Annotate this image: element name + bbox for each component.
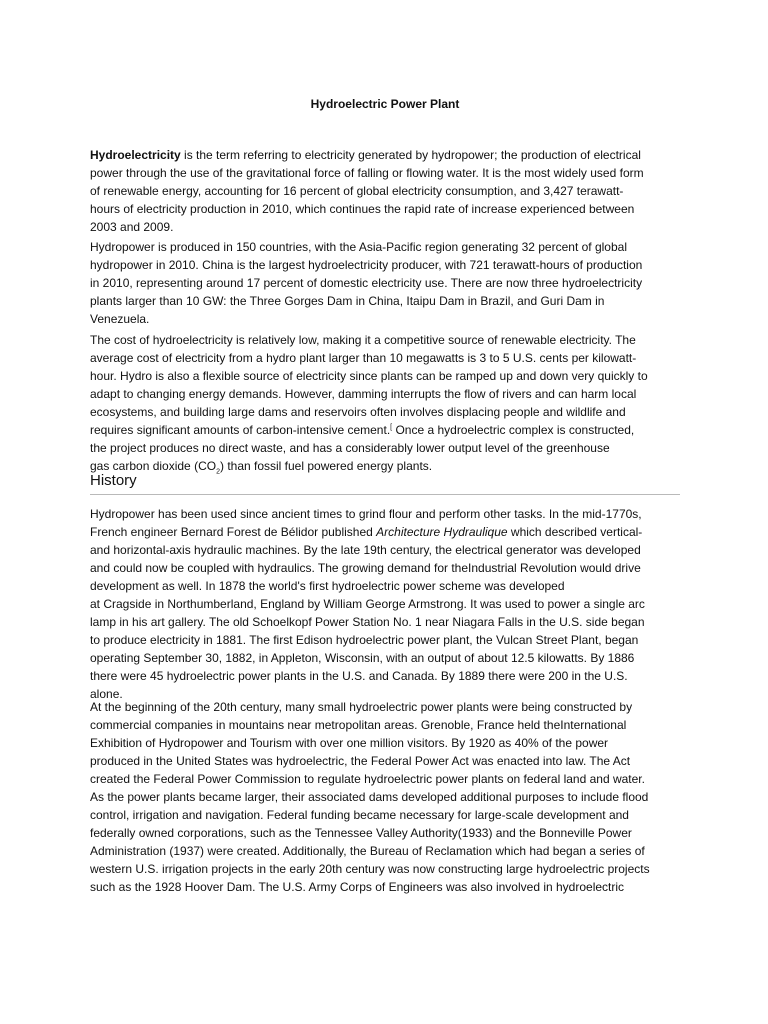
text-line: western U.S. irrigation projects in the early 20th century was now constructing large hydroelectric projects bbox=[90, 862, 650, 876]
text-line: The cost of hydroelectricity is relatively low, making it a competitive source of renewable electricity. The bbox=[90, 333, 636, 347]
text-line: federally owned corporations, such as the Tennessee Valley Authority(1933) and the Bonneville Power bbox=[90, 826, 632, 840]
document-page bbox=[90, 0, 680, 1024]
text-line: plants larger than 10 GW: the Three Gorges Dam in China, Itaipu Dam in Brazil, and Guri Dam in bbox=[90, 294, 605, 308]
text-line: the project produces no direct waste, and has a considerably lower output level of the greenhouse bbox=[90, 441, 610, 455]
intro-paragraph bbox=[90, 146, 680, 236]
text-line: 2003 and 2009. bbox=[90, 220, 174, 234]
text-line: As the power plants became larger, their associated dams developed additional purposes to include flood bbox=[90, 790, 649, 804]
text-line: gas carbon dioxide $(CO_2)$ than fossil fuel powered energy plants. bbox=[90, 459, 433, 476]
cost-paragraph bbox=[90, 331, 680, 475]
text-line: adapt to changing energy demands. However, damming interrupts the flow of rivers and can harm local bbox=[90, 387, 637, 401]
text-line: such as the 1928 Hoover Dam. The U.S. Army Corps of Engineers was also involved in hydroelectric bbox=[90, 880, 625, 894]
text-line: Hydropower has been used since ancient times to grind flour and perform other tasks. In the mid-1770s, bbox=[90, 507, 642, 521]
text-line: requires significant amounts of carbon-intensive cement.[ Once a hydroelectric complex is constructed, bbox=[90, 423, 635, 437]
text-line: hydropower in 2010. China is the largest hydroelectricity producer, with 721 terawatt-hours of production bbox=[90, 258, 643, 272]
text-line: in 2010, representing around 17 percent of domestic electricity use. There are now three hydroelectricity bbox=[90, 276, 643, 290]
history-heading: History bbox=[90, 471, 680, 495]
text-line: average cost of electricity from a hydro plant larger than 10 megawatts is 3 to 5 U.S. cents per kilowatt- bbox=[90, 351, 637, 365]
text-line: Administration (1937) were created. Additionally, the Bureau of Reclamation which had began a series of bbox=[90, 844, 645, 858]
history-paragraph-1 bbox=[90, 505, 680, 703]
text-line: there were 45 hydroelectric power plants in the U.S. and Canada. By 1889 there were 200 in the U.S. bbox=[90, 669, 628, 683]
text-line: hours of electricity production in 2010, which continues the rapid rate of increase experienced between bbox=[90, 202, 635, 216]
text-line: power through the use of the gravitational force of falling or flowing water. It is the most widely used form bbox=[90, 166, 644, 180]
text-line: alone. bbox=[90, 687, 123, 701]
text-line: and could now be coupled with hydraulics. The growing demand for theIndustrial Revolution would drive bbox=[90, 561, 641, 575]
text-line: lamp in his art gallery. The old Schoelkopf Power Station No. 1 near Niagara Falls in the U.S. side began bbox=[90, 615, 645, 629]
text-line: to produce electricity in 1881. The first Edison hydroelectric power plant, the Vulcan Street Plant, began bbox=[90, 633, 639, 647]
text-line: operating September 30, 1882, in Appleton, Wisconsin, with an output of about 12.5 kilowatts. By 1886 bbox=[90, 651, 635, 665]
citation-marker[interactable]: [ bbox=[390, 424, 393, 431]
text-line: produced in the United States was hydroelectric, the Federal Power Act was enacted into law. The Act bbox=[90, 754, 631, 768]
text-line: ecosystems, and building large dams and reservoirs often involves displacing people and wildlife and bbox=[90, 405, 626, 419]
text-line: at Cragside in Northumberland, England by William George Armstrong. It was used to power a single arc bbox=[90, 597, 645, 611]
text-line: development as well. In 1878 the world's first hydroelectric power scheme was developed bbox=[90, 579, 565, 593]
text-line: Venezuela. bbox=[90, 312, 150, 326]
text-line: created the Federal Power Commission to regulate hydroelectric power plants on federal land and water. bbox=[90, 772, 645, 786]
text-line: of renewable energy, accounting for 16 percent of global electricity consumption, and 3,427 terawatt- bbox=[90, 184, 624, 198]
text-line: hour. Hydro is also a flexible source of electricity since plants can be ramped up and down very quickly to bbox=[90, 369, 648, 383]
text-line: commercial companies in mountains near metropolitan areas. Grenoble, France held theInternational bbox=[90, 718, 627, 732]
text-line: and horizontal-axis hydraulic machines. By the late 19th century, the electrical generator was developed bbox=[90, 543, 641, 557]
bold-term: Hydroelectricity bbox=[90, 148, 181, 162]
production-paragraph bbox=[90, 238, 680, 328]
history-paragraph-2 bbox=[90, 698, 680, 896]
book-title: Architecture Hydraulique bbox=[376, 525, 508, 539]
text-line: Hydroelectricity is the term referring to electricity generated by hydropower; the production of electrical bbox=[90, 148, 641, 162]
document-title: Hydroelectric Power Plant bbox=[310, 97, 460, 111]
text-line: At the beginning of the 20th century, many small hydroelectric power plants were being constructed by bbox=[90, 700, 633, 714]
text-line: Hydropower is produced in 150 countries, with the Asia-Pacific region generating 32 percent of global bbox=[90, 240, 627, 254]
text-line: Exhibition of Hydropower and Tourism with over one million visitors. By 1920 as 40% of the power bbox=[90, 736, 609, 750]
text-line: control, irrigation and navigation. Federal funding became necessary for large-scale development and bbox=[90, 808, 629, 822]
text-line: French engineer Bernard Forest de Bélidor published Architecture Hydraulique which described vertical- bbox=[90, 525, 643, 539]
subscript-2: 2 bbox=[216, 468, 220, 476]
